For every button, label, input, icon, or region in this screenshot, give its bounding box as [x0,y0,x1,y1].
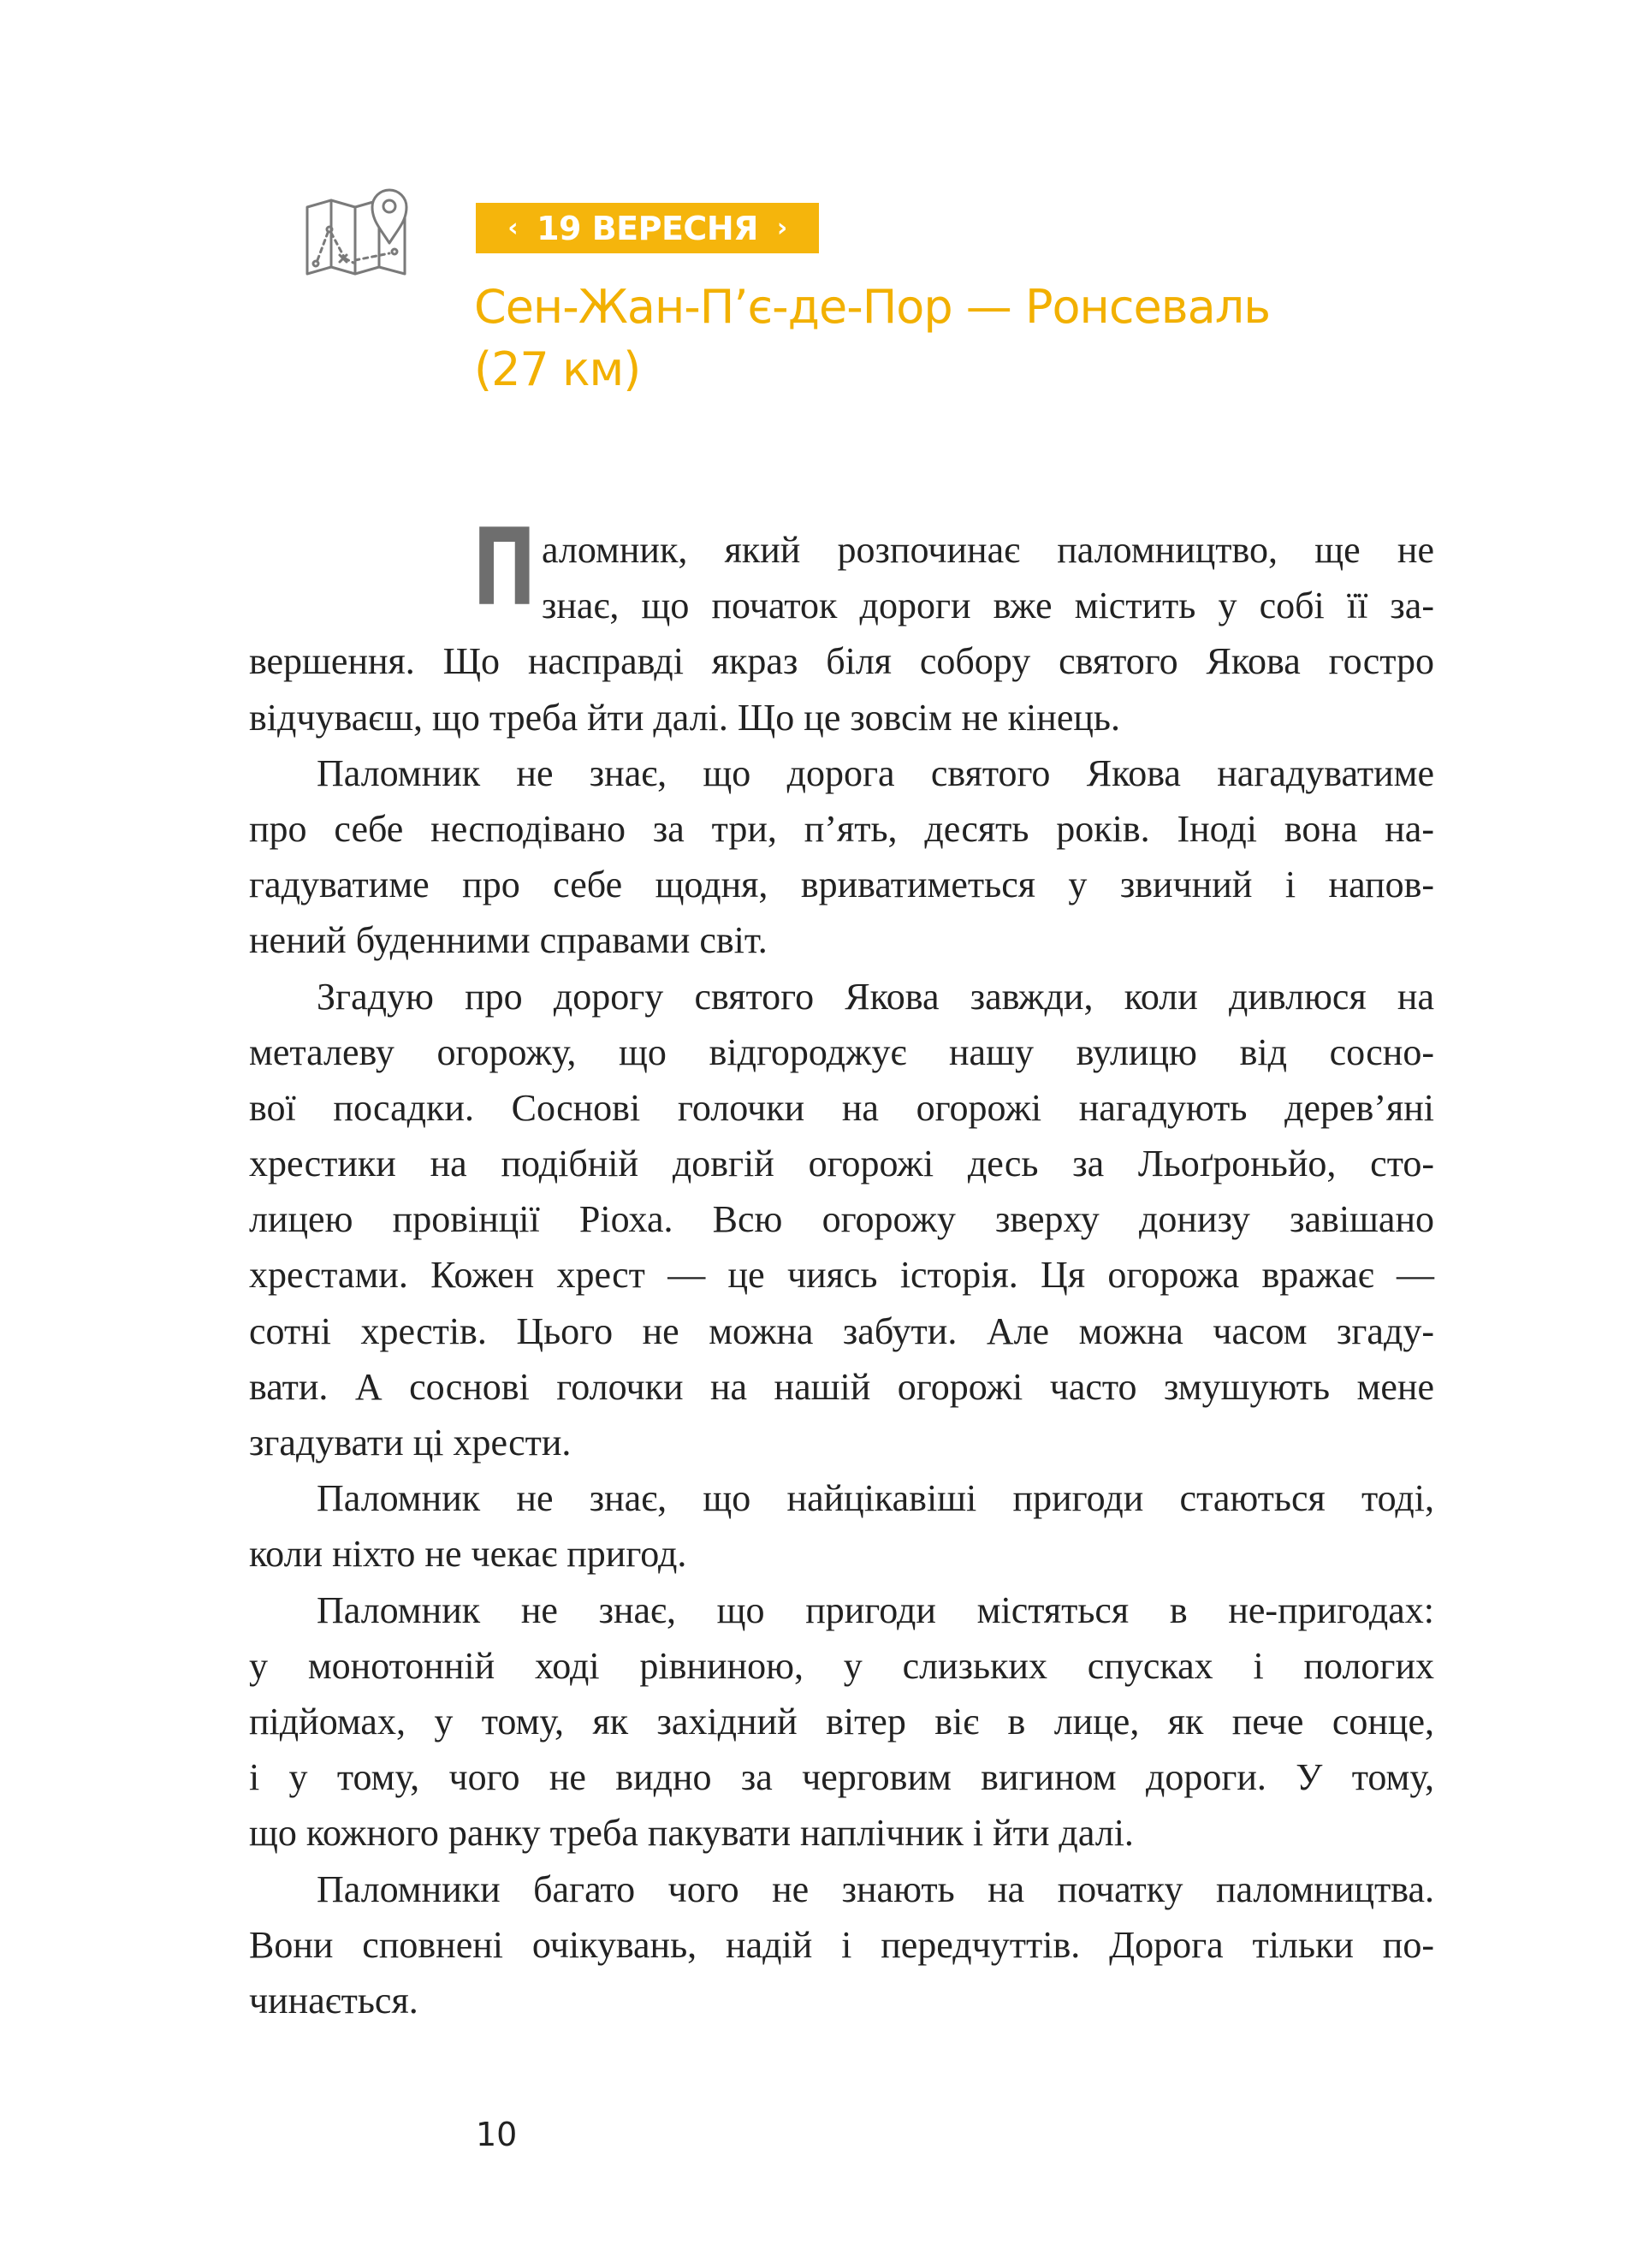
text-line: нений буденними справами світ. [249,919,768,962]
paragraph [249,745,1434,969]
text-line: Паломник не знає, що дорога святого Якова нагадуватиме [317,751,1434,794]
date-badge [476,203,819,253]
text-line: відчуваєш, що треба йти далі. Що це зовсім не кінець. [249,696,1120,739]
text-line: коли ніхто не чекає пригод. [249,1533,687,1576]
page-number: 10 [476,2116,518,2153]
text-line: хрестами. Кожен хрест — це чиясь історія. Ця огорожа вражає — [249,1254,1434,1297]
text-line: хрестики на подібній довгій огорожі десь за Льоґроньйо, сто- [249,1143,1434,1185]
chapter-title-distance: (27 км) [474,342,641,396]
text-line: Паломники багато чого не знають на початку паломництва. [317,1867,1434,1910]
chapter-title-route: Сен-Жан-П’є-де-Пор — Ронсеваль [474,280,1271,334]
text-line: Паломник не знає, що пригоди містяться в не-пригодах: [317,1588,1434,1631]
paragraph [249,1861,1434,2029]
text-line: вої посадки. Соснові голочки на огорожі нагадують дерев’яні [249,1086,1434,1129]
text-line: гадуватиме про себе щодня, вриватиметься у звичний і напов- [249,864,1434,906]
drop-cap: П [472,507,537,630]
text-line: згадувати ці хрести. [249,1422,572,1464]
next-day-chevron-icon[interactable]: › [776,213,787,243]
text-line: у монотонній ході рівниною, у слизьких спусках і пологих [249,1644,1434,1687]
text-line: чинається. [249,1979,418,2022]
body-text [249,507,1434,2028]
text-line: Вони сповнені очікувань, надій і передчуттів. Дорога тільки по- [249,1923,1434,1966]
map-pin-icon [304,181,419,286]
text-line: аломник, який розпочинає паломництво, ще не [542,529,1434,571]
paragraph [249,1470,1434,1582]
text-line: металеву огорожу, що відгороджує нашу вулицю від сосно- [249,1030,1434,1073]
text-line: вати. А соснові голочки на нашій огорожі часто змушують мене [249,1365,1434,1408]
text-line: Згадую про дорогу святого Якова завжди, коли дивлюся на [317,975,1434,1018]
text-line: що кожного ранку треба пакувати наплічник і йти далі. [249,1812,1134,1855]
paragraph [249,1582,1434,1861]
text-line: про себе несподівано за три, п’ять, десять років. Іноді вона на- [249,807,1434,850]
text-line: знає, що початок дороги вже містить у собі її за- [542,585,1434,627]
paragraph [249,507,1434,745]
text-line: лицею провінції Ріоха. Всю огорожу зверху донизу завішано [249,1198,1434,1241]
text-line: сотні хрестів. Цього не можна забути. Але можна часом згаду- [249,1309,1434,1352]
text-line: Паломник не знає, що найцікавіші пригоди стаються тоді, [317,1477,1434,1520]
text-line: підйомах, у тому, як західний вітер віє в лице, як пече сонце, [249,1700,1434,1743]
text-line: вершення. Що насправді якраз біля собору святого Якова гостро [249,640,1434,683]
paragraph [249,969,1434,1471]
date-label: 19 ВЕРЕСНЯ [537,209,758,247]
text-line: і у тому, чого не видно за черговим вигином дороги. У тому, [249,1756,1434,1799]
chapter-title [474,276,1458,401]
previous-day-chevron-icon[interactable]: ‹ [507,213,519,243]
